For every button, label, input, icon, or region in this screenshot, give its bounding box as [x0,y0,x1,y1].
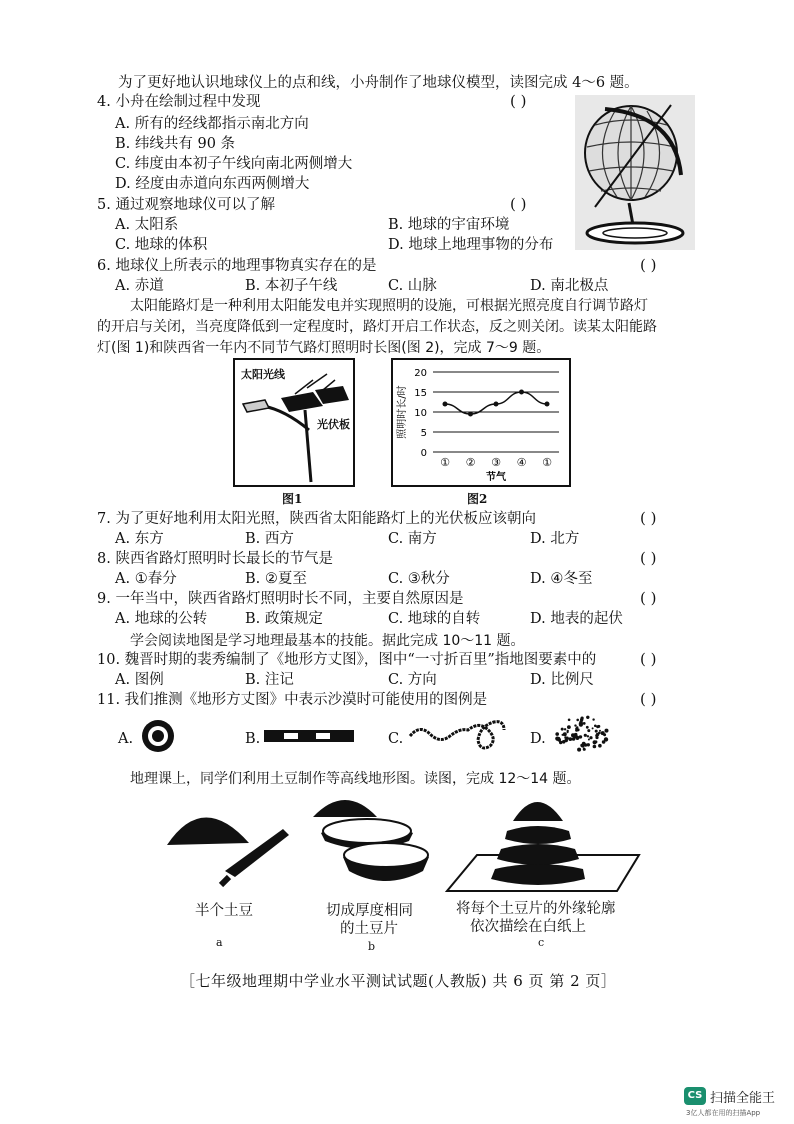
figure-1-solar-lamp [233,358,355,487]
chart-x-tick-label: ④ [516,456,527,469]
desert-dot [575,729,578,732]
question-10-option-a: A. 图例 [115,672,164,688]
desert-dot [587,735,589,737]
desert-dot [572,737,576,741]
lighting-duration-chart [393,360,569,485]
stacked-potato-slices [491,864,585,885]
scanner-app-slogan: 3亿人都在用的扫描App [686,1109,761,1117]
chart-x-axis-label: 节气 [486,472,506,483]
question-6-option-b: B. 本初子午线 [245,278,338,294]
question-7-bracket: ( ) [640,509,657,527]
question-8-bracket: ( ) [640,549,657,567]
desert-dot [564,739,568,743]
question-8-option-b: B. ②夏至 [245,571,307,587]
desert-dot [598,744,602,748]
question-9-option-d: D. 地表的起伏 [530,611,623,627]
scanner-app-name: 扫描全能王 [710,1091,776,1106]
desert-dot [586,726,589,729]
question-10-option-d: D. 比例尺 [530,672,594,688]
desert-dot [583,722,586,725]
desert-dot [580,744,583,747]
question-6-option-a: A. 赤道 [115,278,164,294]
potato-b-caption-1: 切成厚度相同 [326,903,413,919]
question-9-option-c: C. 地球的自转 [388,611,481,627]
chart-y-axis-label: 照明时长/时 [397,385,408,439]
desert-dot [596,733,599,736]
chart-y-tick-label: 15 [414,388,427,399]
question-7-option-b: B. 西方 [245,531,294,547]
question-8-option-c: C. ③秋分 [388,571,450,587]
legend-target-circle-icon [140,718,176,754]
potato-slice-top [313,800,377,817]
question-4-option-a: A. 所有的经线都指示南北方向 [115,116,309,132]
desert-dot [577,748,581,752]
chart-data-point [545,402,550,407]
desert-dot [579,720,582,723]
desert-dot [595,730,598,733]
question-6-option-c: C. 山脉 [388,278,437,294]
intro-10-11: 学会阅读地图是学习地理最基本的技能。据此完成 10～11 题。 [130,633,525,649]
desert-dot [589,736,592,739]
intro-12-14: 地理课上，同学们利用土豆制作等高线地形图。读图，完成 12～14 题。 [130,771,581,787]
question-10-option-b: B. 注记 [245,672,294,688]
question-11-option-c: C. [388,731,404,747]
question-11-bracket: ( ) [640,690,657,708]
desert-dot [603,741,606,744]
desert-dot [576,719,579,722]
legend-wavy-line-icon [408,712,508,752]
desert-dot [587,729,590,732]
question-4-bracket: ( ) [510,92,527,110]
question-6-stem: 6. 地球仪上所表示的地理事物真实存在的是 [97,258,377,274]
desert-dot [563,732,567,736]
desert-dot [586,716,589,719]
question-10-option-c: C. 方向 [388,672,437,688]
desert-dot [592,718,594,720]
potato-a-letter: a [216,936,223,949]
potato-slice-middle [323,819,411,843]
chart-data-point [443,402,448,407]
desert-dot [564,728,566,730]
question-7-stem: 7. 为了更好地利用太阳光照，陕西省太阳能路灯上的光伏板应该朝向 [97,511,536,527]
potato-slice-bottom [344,843,428,867]
figure-2-caption: 图2 [467,492,488,506]
chart-x-tick-label: ③ [491,456,501,469]
intro-7-9-line-2: 的开启与关闭，当亮度降低到一定程度时，路灯开启工作状态，反之则关闭。读某太阳能路 [97,319,657,335]
desert-dot [584,734,587,737]
intro-4-6: 为了更好地认识地球仪上的点和线，小舟制作了地球仪模型，读图完成 4～6 题。 [118,75,639,91]
question-11-stem: 11. 我们推测《地形方丈图》中表示沙漠时可能使用的图例是 [97,692,488,708]
figure-1-caption: 图1 [282,492,303,506]
chart-data-point [494,402,499,407]
half-potato-shape [167,817,249,845]
question-6-bracket: ( ) [640,256,657,274]
question-9-option-b: B. 政策规定 [245,611,323,627]
chart-y-tick-label: 20 [414,368,427,379]
potato-b-caption-2: 的土豆片 [340,921,398,937]
desert-dot [584,744,586,746]
question-8-option-a: A. ①春分 [115,571,177,587]
question-7-option-a: A. 东方 [115,531,164,547]
question-5-option-c: C. 地球的体积 [115,237,208,253]
desert-dot [581,717,584,720]
chart-y-tick-label: 5 [420,428,427,439]
potato-a-caption: 半个土豆 [195,903,253,919]
desert-dot [574,724,576,726]
chart-x-tick-label: ② [465,456,476,469]
intro-7-9-line-3: 灯(图 1)和陕西省一年内不同节气路灯照明时长图(图 2)，完成 7～9 题。 [97,340,551,356]
label-sun-rays: 太阳光线 [241,368,285,381]
question-11-option-d: D. [530,731,546,747]
question-8-option-d: D. ④冬至 [530,571,593,587]
question-9-stem: 9. 一年当中，陕西省路灯照明时长不同，主要自然原因是 [97,591,464,607]
scanner-watermark-logo [672,1083,792,1123]
potato-c-caption-2: 依次描绘在白纸上 [470,919,586,935]
question-10-stem: 10. 魏晋时期的裴秀编制了《地形方丈图》，图中“一寸折百里”指地图要素中的 [97,652,597,668]
question-5-stem: 5. 通过观察地球仪可以了解 [97,197,275,213]
desert-dot [593,745,597,749]
desert-dot [559,741,562,744]
desert-dot [555,732,559,736]
legend-desert-dots-icon [552,712,612,756]
potato-b-letter: b [368,940,376,953]
figure-2-lighting-chart [391,358,571,487]
question-9-option-a: A. 地球的公转 [115,611,208,627]
potato-c-letter: c [538,936,545,949]
desert-dot [579,736,581,738]
chart-x-tick-label: ① [542,456,552,469]
legend-railway-icon [264,730,354,742]
question-9-bracket: ( ) [640,589,657,607]
question-7-option-d: D. 北方 [530,531,580,547]
desert-dot [605,729,609,733]
chart-x-tick-label: ① [440,456,450,469]
intro-7-9-line-1: 太阳能路灯是一种利用太阳能发电并实现照明的设施，可根据光照亮度自行调节路灯 [130,298,648,314]
desert-dot [604,737,608,741]
desert-dot [567,731,569,733]
question-5-option-d: D. 地球上地理事物的分布 [388,237,554,253]
desert-dot [599,730,601,732]
desert-dot [588,739,590,741]
question-4-option-c: C. 纬度由本初子午线向南北两侧增大 [115,156,353,172]
question-8-stem: 8. 陕西省路灯照明时长最长的节气是 [97,551,333,567]
question-5-bracket: ( ) [510,195,527,213]
chart-data-point [468,412,473,417]
desert-dot [567,725,571,729]
question-4-stem: 4. 小舟在绘制过程中发现 [97,94,261,110]
question-4-option-b: B. 纬线共有 90 条 [115,136,236,152]
desert-dot [592,727,594,729]
question-10-bracket: ( ) [640,650,657,668]
desert-dot [595,736,598,739]
question-5-option-a: A. 太阳系 [115,217,179,233]
chart-data-point [519,390,524,395]
potato-contour-illustration [155,795,645,915]
desert-dot [594,740,597,743]
chart-y-tick-label: 0 [420,448,427,459]
desert-dot [597,725,600,728]
page-footer: ［七年级地理期中学业水平测试试题(人教版) 共 6 页 第 2 页］ [180,972,617,990]
question-7-option-c: C. 南方 [388,531,437,547]
cs-badge-icon: CS [684,1087,706,1105]
desert-dot [568,719,571,722]
desert-dot [583,748,586,751]
desert-dot [602,732,604,734]
desert-dot [568,737,572,741]
label-pv-panel: 光伏板 [317,418,350,431]
knife-handle [221,877,229,885]
question-4-option-d: D. 经度由赤道向东西两侧增大 [115,176,310,192]
question-5-option-b: B. 地球的宇宙环境 [388,217,510,233]
question-6-option-d: D. 南北极点 [530,278,609,294]
desert-dot [561,728,564,731]
potato-c-caption-1: 将每个土豆片的外缘轮廓 [456,901,616,917]
globe-model-image [575,95,695,250]
question-11-option-a: A. [118,731,134,747]
chart-y-tick-label: 10 [414,408,427,419]
desert-dot [576,726,578,728]
question-11-option-b: B. [245,731,261,747]
